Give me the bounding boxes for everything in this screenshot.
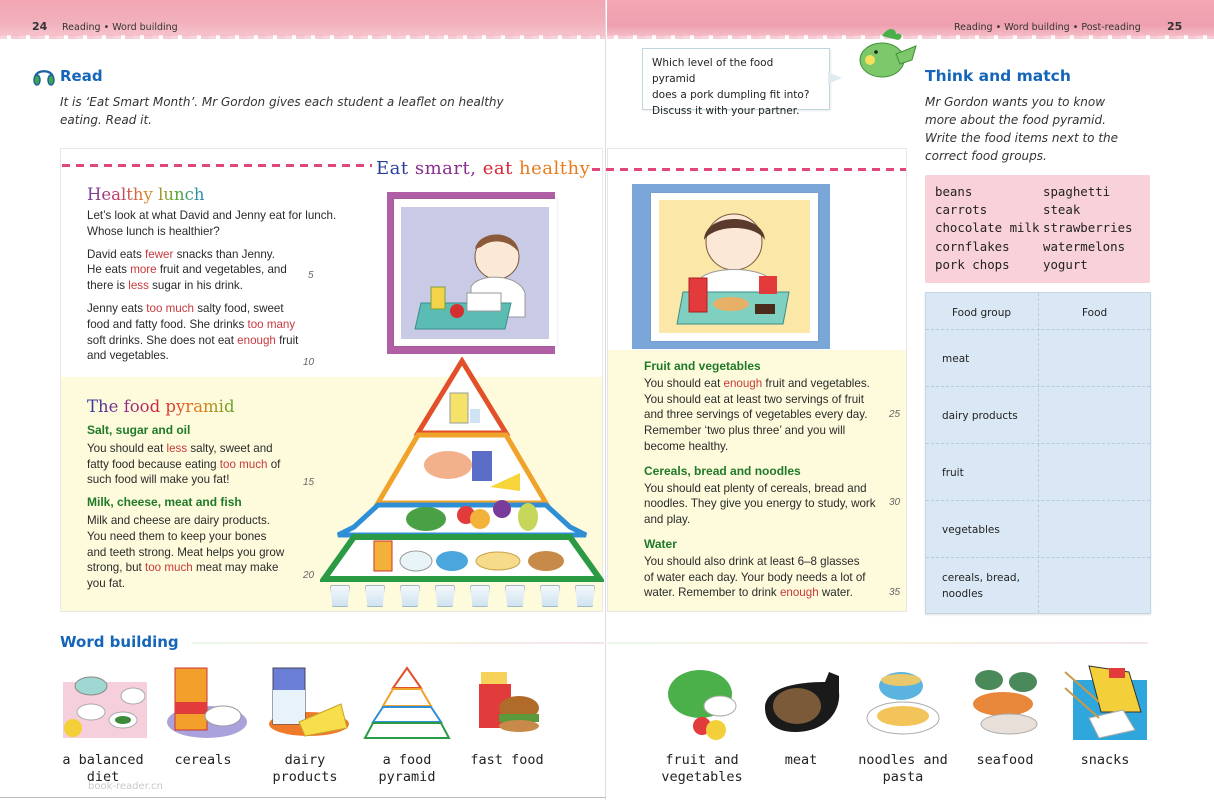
line-number: 15 [303,477,315,488]
word-card-fast-food: fast food [452,662,562,769]
highlighted-word: more [130,263,157,277]
meat-image [755,662,847,742]
line-number: 20 [303,570,315,581]
highlighted-word: enough [779,586,819,600]
word-card-meat: meat [746,662,856,769]
line-number: 25 [889,409,901,420]
water-glass-icon [505,585,525,607]
word-card-snacks: snacks [1050,662,1160,769]
word-card-dairy-products: dairy products [250,662,360,786]
answer-cell[interactable] [1046,509,1146,549]
answer-cell[interactable] [1046,338,1146,378]
speech-bubble: Which level of the food pyramid does a pork dumpling fit into? Discuss it with your partner. [642,48,830,110]
word-item: chocolate milk [935,220,1040,236]
water-glass-icon [575,585,595,607]
word-item: cornflakes [935,238,1010,254]
water-glass-icon [365,585,385,607]
header-breadcrumb: Reading • Word building • Post-reading [954,22,1141,33]
answer-cell[interactable] [1046,566,1146,606]
line-number: 5 [308,270,314,281]
highlighted-word: too much [146,301,194,315]
water-glass-icon [540,585,560,607]
table-row: cereals, bread, noodles [926,558,1150,614]
line-number: 10 [303,357,315,368]
fruit-and-vegetables-image [656,662,748,742]
food-word-box [925,175,1150,283]
subheading-fruit: Fruit and vegetables [644,359,761,373]
food-group-table [925,292,1151,614]
header-food: Food [1082,307,1108,319]
dashed-divider [62,164,372,167]
header-breadcrumb: Reading • Word building [62,22,178,33]
fast-food-image [461,662,553,742]
word-item: steak [1043,202,1081,218]
page-number: 24 [32,20,48,33]
healthy-lunch-text: Let’s look at what David and Jenny eat for lunch. Whose lunch is healthier? David eats fewer snacks than Jenny. He eats more fruit and vegetables, and there is less sugar in his drink. Jenny eats too much salty food, sweet food and fatty food. She drinks too many soft drinks. She does not eat enough fruit and vegetables. [87,208,347,371]
cereals-image [157,662,249,742]
table-row: meat [926,330,1150,387]
parrot-icon [852,26,918,86]
dashed-divider [592,168,906,171]
think-and-match-heading: Think and match [925,67,1071,85]
line-number: 30 [889,497,901,508]
word-card-fruit-and-vegetables: fruit and vegetables [647,662,757,786]
noodles-and-pasta-image [857,662,949,742]
subheading-milk: Milk, cheese, meat and fish [87,495,242,510]
subheading-salt: Salt, sugar and oil [87,423,191,437]
watermark: book-reader.cn [88,781,163,792]
water-glass-icon [470,585,490,607]
word-item: spaghetti [1043,184,1111,199]
water-glass-icon [435,585,455,607]
subheading-water: Water [644,536,677,551]
read-heading: Read [60,67,103,85]
highlighted-word: less [166,441,188,455]
word-item: yogurt [1043,256,1088,272]
word-card-balanced-diet: a balanced diet [48,662,158,786]
word-building-heading: Word building [60,633,179,651]
table-row: fruit [926,444,1150,501]
paragraph-david: David eats fewer snacks than Jenny. He eats more fruit and vegetables, and there is less sugar in his drink. [87,247,287,293]
food-pyramid-text: Salt, sugar and oil You should eat less salty, sweet and fatty food because eating too much of such food will make you fat! Milk, cheese, meat and fish Milk and cheese are dairy products. You need them to keep your bones and teeth strong. Meat helps you grow strong, but too much meat may make you fat. [87,423,327,599]
think-and-match-intro: Mr Gordon wants you to know more about the food pyramid. Write the food items next to the correct food groups. [925,95,1119,163]
word-item: carrots [935,202,988,218]
table-row: dairy products [926,387,1150,444]
heading-rule [607,642,1148,644]
balanced-diet-image [57,662,149,742]
paragraph-jenny: Jenny eats too much salty food, sweet food and fatty food. She drinks too many soft drinks. She does not eat enough fruit and vegetables. [87,301,299,363]
leaflet-right-text: Fruit and vegetables You should eat enough fruit and vegetables. You should eat at least two servings of fruit and three servings of vegetables every day. Remember ‘two plus three’ and you will become healthy. Cereals, bread and noodles You should eat plenty of cereals, bread and noodles. They give you energy to study, work and play. Water You should also drink at least 6–8 glasses of water each day. Your body needs a lot of water. Remember to drink enough water. [644,359,894,608]
highlighted-word: enough [237,333,276,347]
headphones-icon [32,63,56,87]
water-glass-icon [400,585,420,607]
food-pyramid-diagram [320,357,604,585]
word-item: beans [935,184,973,199]
heading-rule [192,642,604,644]
snacks-image [1059,662,1151,742]
seafood-image [959,662,1051,742]
highlighted-word: too many [247,317,296,331]
highlighted-word: enough [723,376,763,390]
read-intro: It is ‘Eat Smart Month’. Mr Gordon gives each student a leaflet on healthy eating. Read it. [60,95,504,127]
dairy-products-image [259,662,351,742]
word-card-food-pyramid: a food pyramid [352,662,462,786]
water-glasses [330,585,595,609]
page-number: 25 [1167,20,1183,33]
line-number: 35 [889,587,901,598]
answer-cell[interactable] [1046,395,1146,435]
word-card-cereals: cereals [148,662,258,769]
highlighted-word: fewer [145,247,174,261]
header-food-group: Food group [952,307,1012,319]
word-item: watermelons [1043,238,1126,254]
table-header-row [926,293,1150,330]
word-item: strawberries [1043,220,1133,236]
food-pyramid-title: The food pyramid [87,397,235,416]
highlighted-word: less [128,279,149,293]
word-card-noodles-and-pasta: noodles and pasta [848,662,958,786]
subheading-cereals: Cereals, bread and noodles [644,463,801,478]
speech-bubble-tail [828,72,842,84]
highlighted-word: too much [145,561,193,575]
table-row: vegetables [926,501,1150,558]
answer-cell[interactable] [1046,452,1146,492]
leaflet-title: Eat smart, eat healthy [376,158,591,179]
highlighted-word: too much [219,457,268,471]
healthy-lunch-title: Healthy lunch [87,185,205,204]
water-glass-icon [330,585,350,607]
word-card-seafood: seafood [950,662,1060,769]
page-bottom-rule [0,797,606,798]
food-pyramid-image [361,662,453,742]
word-item: pork chops [935,256,1010,272]
